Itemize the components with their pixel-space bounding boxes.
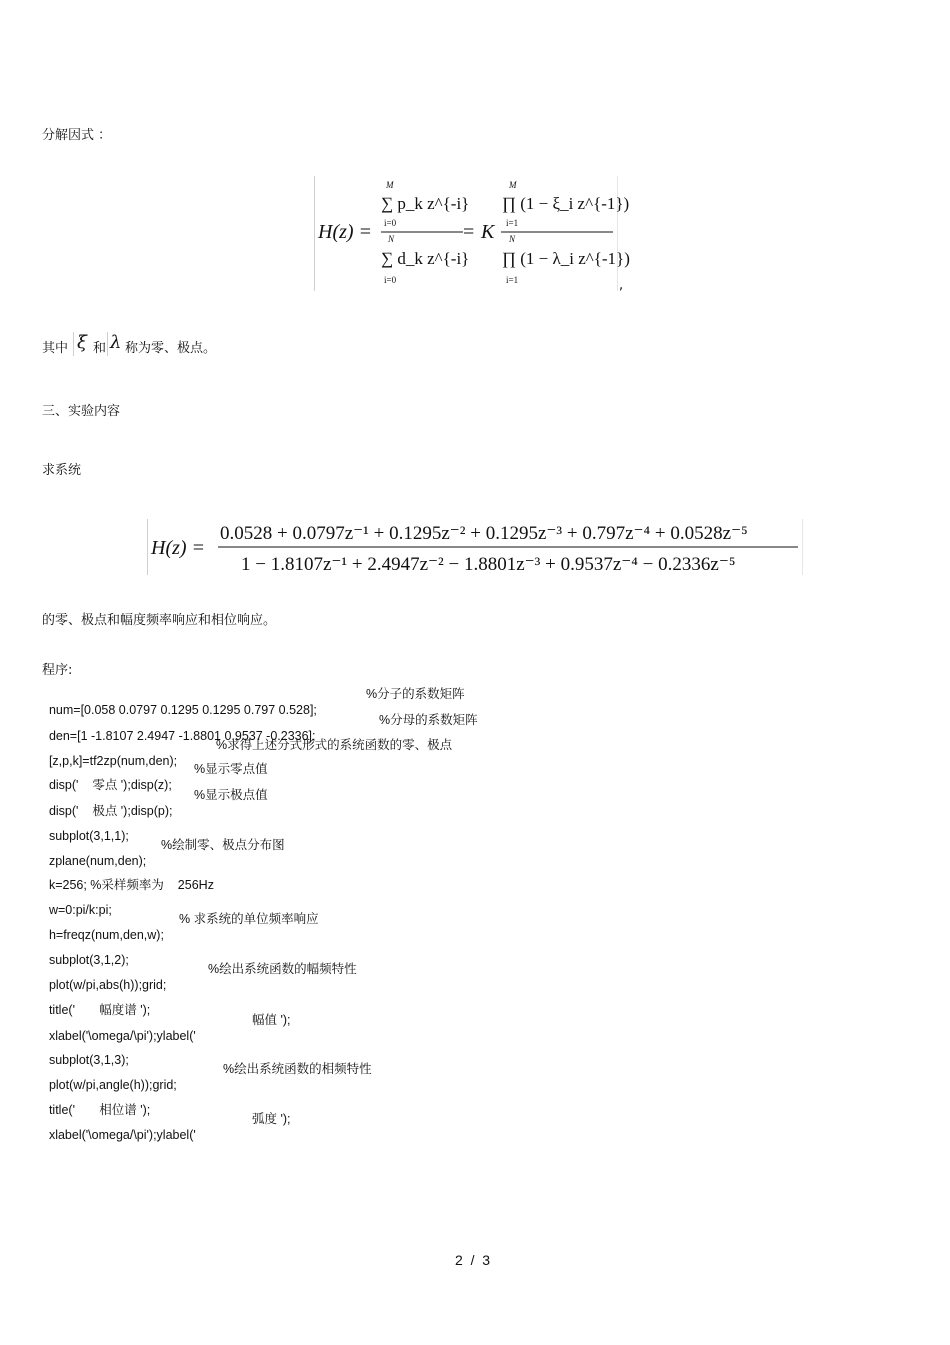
code-line: w=0:pi/k:pi; <box>48 903 112 917</box>
formula2-numerator: 0.0528 + 0.0797z⁻¹ + 0.1295z⁻² + 0.1295z⁻³ + 0.797z⁻⁴ + 0.0528z⁻⁵ <box>220 523 748 544</box>
zeros-poles-text-pre: 其中 <box>42 341 69 356</box>
zeros-poles-text-post: 称为零、极点。 <box>125 341 217 356</box>
code-line: xlabel('\omega/\pi');ylabel(' 幅值 '); <box>48 1013 291 1043</box>
formula1-lhs: H(z) = <box>318 221 373 243</box>
factor-heading: 分解因式 ： <box>42 128 112 143</box>
svg-text:i=0: i=0 <box>384 218 397 228</box>
zeros-poles-text-mid: 和 <box>93 341 107 356</box>
code-line: subplot(3,1,3); <box>48 1053 129 1067</box>
section-heading-experiment: 三、实验内容 <box>42 404 121 419</box>
code-line: title(' 幅度谱 '); <box>48 1003 151 1017</box>
svg-text:N: N <box>388 234 395 244</box>
formula-factored-svg <box>315 176 630 291</box>
svg-text:i=1: i=1 <box>506 218 519 228</box>
lambda-symbol: λ <box>107 332 126 356</box>
svg-text:∏ (1 − ξ_i z^{-1}): ∏ (1 − ξ_i z^{-1}) <box>502 194 630 213</box>
xi-symbol: ξ <box>73 332 94 356</box>
code-line: disp(' 极点 ');disp(p); %显示极点值 <box>48 788 268 818</box>
page-number: 2 / 3 <box>455 1252 491 1268</box>
formula-system-svg <box>148 519 802 575</box>
code-line: zplane(num,den); %绘制零、极点分布图 <box>48 838 285 868</box>
formula1-trailing-comma: , <box>619 278 624 293</box>
program-label: 程序: <box>42 663 73 678</box>
svg-text:∏ (1 − λ_i z^{-1}): ∏ (1 − λ_i z^{-1}) <box>502 249 630 268</box>
code-line: k=256; %采样频率为 256Hz <box>48 878 214 892</box>
formula2-denominator: 1 − 1.8107z⁻¹ + 2.4947z⁻² − 1.8801z⁻³ + 0.9537z⁻⁴ − 0.2336z⁻⁵ <box>241 554 736 575</box>
find-system-text: 求系统 <box>42 463 82 478</box>
svg-text:=: = <box>463 221 475 243</box>
formula-system <box>147 519 803 575</box>
formula2-lhs: H(z) = <box>151 537 206 559</box>
code-line: num=[0.058 0.0797 0.1295 0.1295 0.797 0.528]; %分子的系数矩阵 <box>48 687 465 717</box>
code-line: [z,p,k]=tf2zp(num,den); %求得上述分式形式的系统函数的零、极点 <box>48 738 453 768</box>
svg-text:M: M <box>509 180 517 190</box>
code-line: h=freqz(num,den,w); % 求系统的单位频率响应 <box>48 912 319 942</box>
svg-text:i=1: i=1 <box>506 275 519 285</box>
code-line: plot(w/pi,abs(h));grid; %绘出系统函数的幅频特性 <box>48 962 357 992</box>
svg-text:M: M <box>386 180 394 190</box>
code-line: subplot(3,1,2); <box>48 953 129 967</box>
code-line: plot(w/pi,angle(h));grid; %绘出系统函数的相频特性 <box>48 1062 372 1092</box>
code-line: subplot(3,1,1); <box>48 829 129 843</box>
svg-text:i=0: i=0 <box>384 275 397 285</box>
formula-factored <box>314 176 630 291</box>
svg-text:K: K <box>481 221 495 243</box>
find-system-tail: 的零、极点和幅度频率响应和相位响应。 <box>42 613 277 628</box>
code-line: disp(' 零点 ');disp(z); %显示零点值 <box>48 762 268 792</box>
svg-text:N: N <box>509 234 516 244</box>
code-line: xlabel('\omega/\pi');ylabel(' 弧度 '); <box>48 1112 291 1142</box>
code-line: den=[1 -1.8107 2.4947 -1.8801 0.9537 -0.2336]; %分母的系数矩阵 <box>48 713 478 743</box>
svg-text:∑ p_k z^{-i}: ∑ p_k z^{-i} <box>381 194 470 213</box>
svg-text:∑ d_k z^{-i}: ∑ d_k z^{-i} <box>381 249 470 268</box>
code-line: title(' 相位谱 '); <box>48 1103 151 1117</box>
